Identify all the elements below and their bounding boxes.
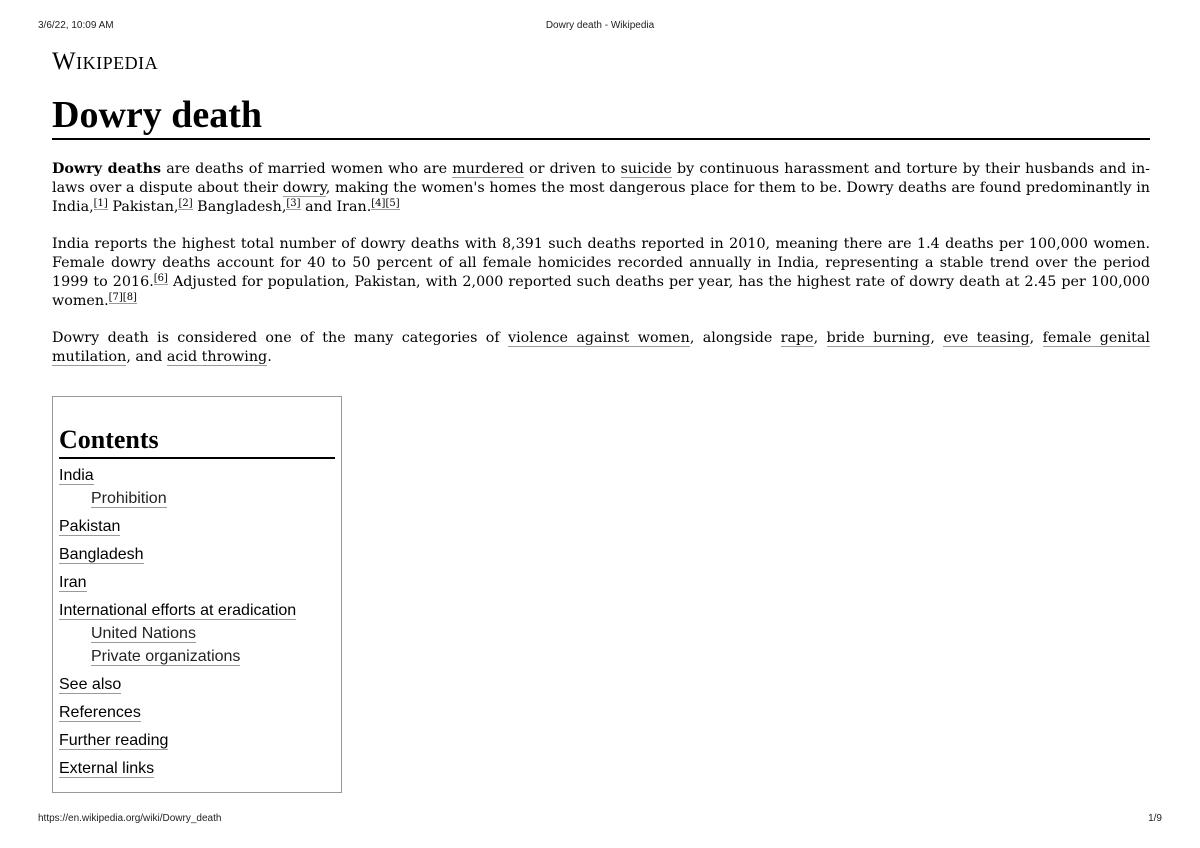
toc-link-see-also[interactable]: See also <box>59 676 122 693</box>
lead-paragraph-1: Dowry deaths are deaths of married women who are murdered or driven to suicide by continuous harassment and torture by their husbands and in-laws over a dispute about their dowry, making the women's homes the most dangerous place for them to be. Dowry deaths are found predominantly in India,[1] Pakistan,[2] Bangladesh,[3] and Iran.[4][5] <box>52 161 1150 215</box>
citation-3[interactable]: [3] <box>286 198 301 209</box>
toc-link-india[interactable]: India <box>59 467 94 484</box>
print-document-title: Dowry death - Wikipedia <box>545 20 655 31</box>
lead-paragraph-3: Dowry death is considered one of the many categories of violence against women, alongside rape, bride burning, eve teasing, female genital mutilation, and acid throwing. <box>52 330 1151 365</box>
toc-link-bangladesh[interactable]: Bangladesh <box>59 546 144 563</box>
toc-item-see-also <box>59 674 335 696</box>
link-rape[interactable]: rape <box>780 330 814 346</box>
citation-5[interactable]: [5] <box>385 198 400 209</box>
toc-link-private-organizations[interactable]: Private organizations <box>91 648 241 665</box>
toc-item-references <box>59 702 335 724</box>
lead-paragraph-2: India reports the highest total number of dowry deaths with 8,391 such deaths reported in 2010, meaning there are 1.4 deaths per 100,000 women. Female dowry deaths account for 40 to 50 percent of all female homicides recorded annually in India, representing a stable trend over the period 1999 to 2016.[6] Adjusted for population, Pakistan, with 2,000 reported such deaths per year, has the highest rate of dowry death at 2.45 per 100,000 women.[7][8] <box>52 236 1150 309</box>
toc-link-prohibition[interactable]: Prohibition <box>91 490 167 507</box>
toc-item-international-efforts <box>59 600 335 668</box>
page-title: Dowry death <box>52 92 1150 140</box>
toc-subitem-united-nations <box>91 623 335 645</box>
toc-sublist <box>59 623 335 668</box>
toc-link-iran[interactable]: Iran <box>59 574 87 591</box>
toc-item-bangladesh <box>59 544 335 566</box>
toc-link-united-nations[interactable]: United Nations <box>91 625 196 642</box>
citation-8[interactable]: [8] <box>122 292 137 303</box>
toc-link-international-efforts[interactable]: International efforts at eradication <box>59 602 297 619</box>
toc-link-external-links[interactable]: External links <box>59 760 155 777</box>
toc-sublist <box>59 488 335 510</box>
toc-item-external-links <box>59 758 335 780</box>
table-of-contents <box>52 396 342 793</box>
toc-subitem-prohibition <box>91 488 335 510</box>
bold-term: Dowry deaths <box>52 161 162 177</box>
toc-title: Contents <box>59 423 335 459</box>
citation-1[interactable]: [1] <box>93 198 108 209</box>
citation-2[interactable]: [2] <box>178 198 193 209</box>
page-number: 1/9 <box>1148 813 1162 824</box>
link-suicide[interactable]: suicide <box>620 161 672 177</box>
toc-item-further-reading <box>59 730 335 752</box>
link-murdered[interactable]: murdered <box>452 161 524 177</box>
citation-4[interactable]: [4] <box>371 198 386 209</box>
link-eve-teasing[interactable]: eve teasing <box>943 330 1030 346</box>
print-datetime: 3/6/22, 10:09 AM <box>38 20 114 31</box>
toc-item-pakistan <box>59 516 335 538</box>
toc-link-pakistan[interactable]: Pakistan <box>59 518 121 535</box>
link-violence-against-women[interactable]: violence against women <box>508 330 690 346</box>
citation-7[interactable]: [7] <box>108 292 123 303</box>
citation-6[interactable]: [6] <box>153 273 168 284</box>
toc-item-india <box>59 465 335 510</box>
toc-link-references[interactable]: References <box>59 704 141 721</box>
toc-subitem-private-organizations <box>91 646 335 668</box>
link-bride-burning[interactable]: bride burning <box>826 330 931 346</box>
article-content <box>52 48 1150 367</box>
link-acid-throwing[interactable]: acid throwing <box>166 349 268 365</box>
wikipedia-logo: Wikipedia <box>52 48 159 75</box>
toc-list <box>59 465 335 780</box>
toc-item-iran <box>59 572 335 594</box>
print-url: https://en.wikipedia.org/wiki/Dowry_death <box>38 813 222 824</box>
link-dowry[interactable]: dowry <box>282 180 326 196</box>
toc-link-further-reading[interactable]: Further reading <box>59 732 169 749</box>
link-female-genital-mutilation[interactable]: female genital mutilation <box>52 330 1151 365</box>
